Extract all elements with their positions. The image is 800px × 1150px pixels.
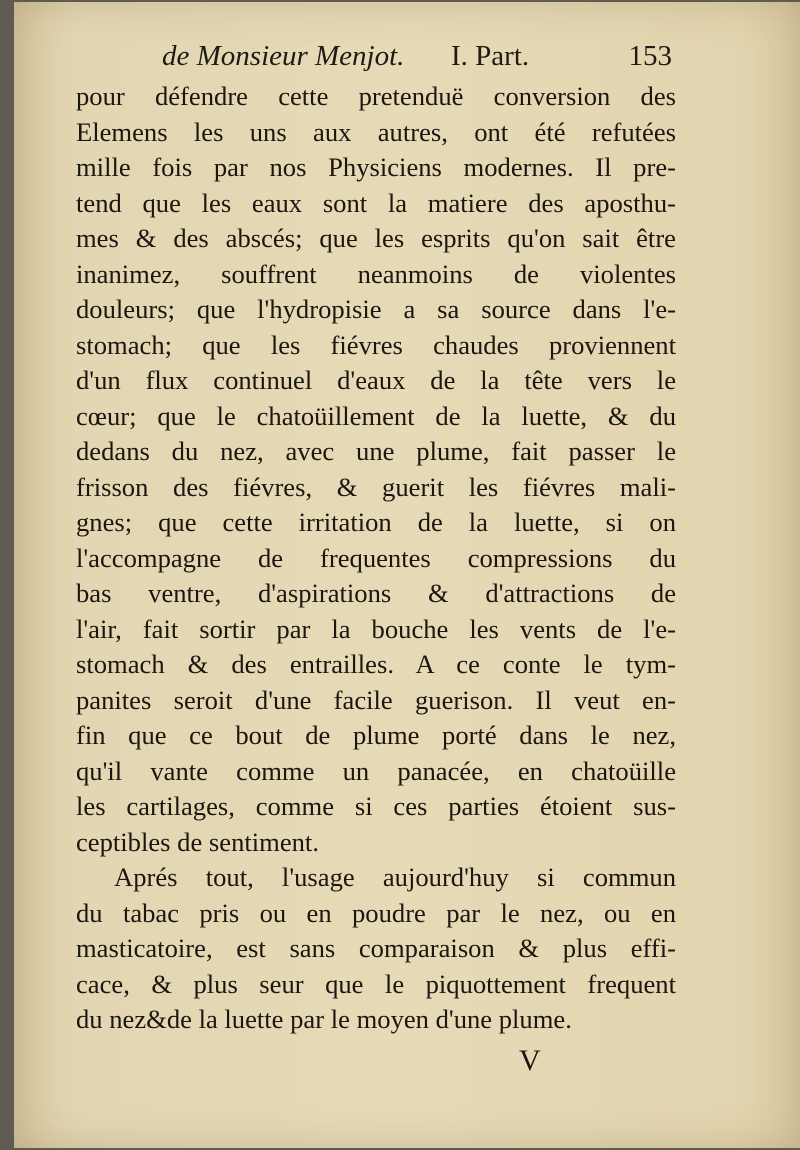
text-line: cœur; que le chatoüillement de la luette, & du [76,400,676,431]
text-line-paragraph-start: Aprés tout, l'usage aujourd'huy si commun [114,862,676,892]
text-line: Elemens les uns aux autres, ont été refutées [76,116,676,147]
text-line: l'air, fait sortir par la bouche les vents de l'e- [76,613,676,644]
text-line: bas ventre, d'aspirations & d'attractions de [76,578,676,608]
book-page [14,2,800,1148]
text-line-paragraph-end: du nez&de la luette par le moyen d'une plume. [76,1004,572,1034]
running-title: de Monsieur Menjot. [162,40,405,72]
text-line: gnes; que cette irritation de la luette, si on [76,507,676,537]
part-label: I. Part. [451,40,530,72]
text-line: douleurs; que l'hydropisie a sa source dans l'e- [76,294,676,324]
text-line: l'accompagne de frequentes compressions du [76,542,676,573]
page-body [76,79,676,1038]
text-line: inanimez, souffrent neanmoins de violentes [76,258,676,289]
text-line: d'un flux continuel d'eaux de la tête vers le [76,365,676,395]
text-line: fin que ce bout de plume porté dans le nez, [76,720,676,750]
text-line: mille fois par nos Physiciens modernes. Il pre- [76,152,676,182]
text-line: cace, & plus seur que le piquottement frequent [76,968,676,999]
text-line-paragraph-end: ceptibles de sentiment. [76,826,319,857]
text-line: pour défendre cette pretenduë conversion des [76,81,676,111]
page-number: 153 [628,40,672,72]
running-header [162,40,672,80]
text-line: stomach; que les fiévres chaudes proviennent [76,329,676,360]
text-line: masticatoire, est sans comparaison & plus effi- [76,933,676,963]
text-line: frisson des fiévres, & guerit les fiévres mali- [76,471,676,502]
text-line: qu'il vante comme un panacée, en chatoüille [76,755,676,786]
text-line: tend que les eaux sont la matiere des aposthu- [76,187,676,218]
text-line: mes & des abscés; que les esprits qu'on sait être [76,223,676,253]
text-line: stomach & des entrailles. A ce conte le tym- [76,649,676,679]
text-line: les cartilages, comme si ces parties étoient sus- [76,791,676,821]
text-line: panites seroit d'une facile guerison. Il veut en- [76,684,676,715]
text-line: dedans du nez, avec une plume, fait passer le [76,436,676,466]
text-line: du tabac pris ou en poudre par le nez, ou en [76,897,676,928]
catchword: V [519,1044,541,1077]
